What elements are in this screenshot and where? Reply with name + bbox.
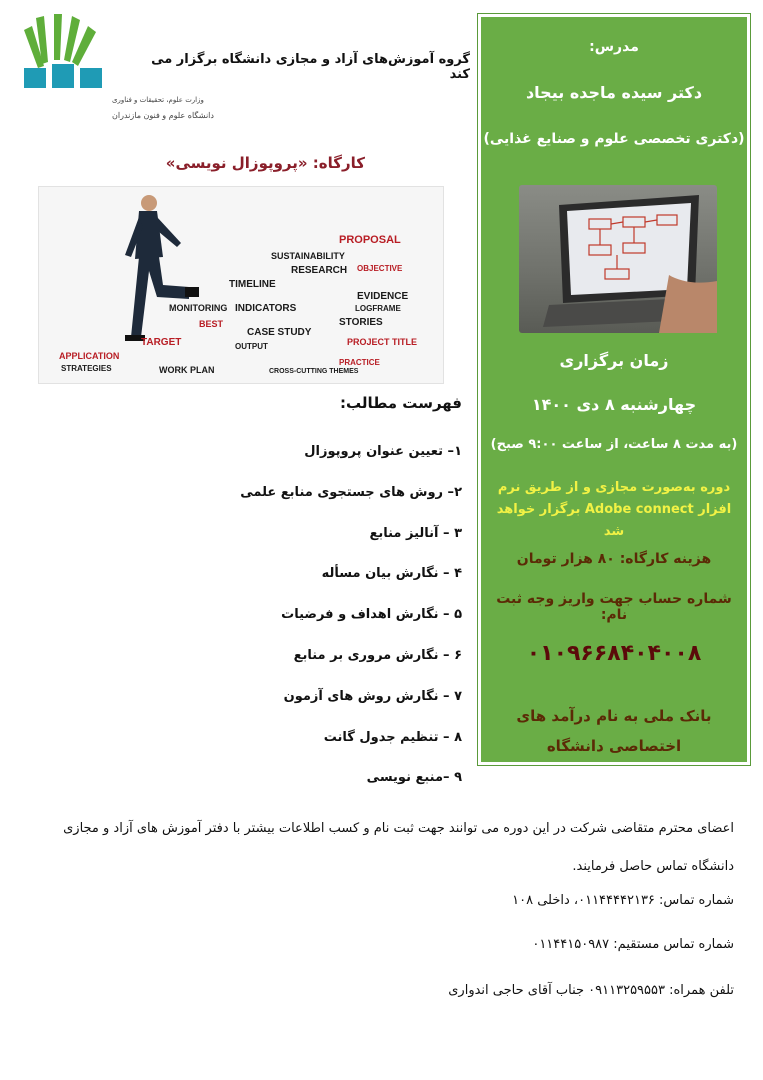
toc-item: ۸ – تنظیم جدول گانت	[323, 729, 462, 745]
banner-word: LOGFRAME	[355, 304, 401, 313]
registration-note: اعضای محترم متقاضی شرکت در این دوره می توانند جهت ثبت نام و کسب اطلاعات بیشتر با دفتر آموزش های آزاد و مجازی دانشگاه تماس حاصل فرمایند.	[63, 821, 734, 874]
direct-phone: شماره تماس مستقیم: ۰۱۱۴۴۱۵۰۹۸۷	[532, 937, 734, 952]
toc-list	[150, 444, 462, 811]
laptop-icon	[519, 185, 717, 333]
banner-word: OBJECTIVE	[357, 264, 403, 273]
toc-item: ۳ – آنالیز منابع	[369, 525, 462, 541]
banner-word: EVIDENCE	[357, 291, 409, 302]
account-label: شماره حساب جهت واریز وجه ثبت نام:	[496, 591, 732, 623]
logo-emblem-icon	[14, 10, 214, 130]
banner-word: STORIES	[339, 317, 383, 328]
toc-item: ۲– روش های جستجوی منابع علمی	[240, 484, 462, 500]
mobile-phone: تلفن همراه: ۰۹۱۱۳۲۵۹۵۵۳ جناب آقای حاجی اندواری	[448, 983, 734, 998]
banner-word: PRACTICE	[339, 358, 380, 367]
bank-info: بانک ملی به نام درآمد های اختصاصی دانشگاه	[516, 707, 712, 755]
banner-word: PROPOSAL	[339, 234, 401, 246]
account-number: ۰۱۰۹۶۶۸۴۰۴۰۰۸	[526, 641, 702, 666]
banner-word: PROJECT TITLE	[347, 337, 418, 347]
workshop-title: کارگاه: «پروپوزال نویسی»	[165, 154, 365, 172]
schedule-title: زمان برگزاری	[559, 351, 669, 370]
banner-word: CASE STUDY	[247, 327, 312, 338]
banner-word: RESEARCH	[291, 265, 348, 276]
lecturer-degree: (دکتری تخصصی علوم و صنایع غذایی)	[483, 131, 745, 147]
university-logo	[14, 10, 214, 130]
banner-word: CROSS-CUTTING THEMES	[269, 368, 359, 375]
banner-word: MONITORING	[169, 303, 228, 313]
schedule-hours: (به مدت ۸ ساعت، از ساعت ۹:۰۰ صبح)	[490, 437, 738, 452]
banner-word: SUSTAINABILITY	[271, 251, 345, 261]
toc-item: ۱– تعیین عنوان پروپوزال	[304, 444, 462, 459]
banner-word: APPLICATION	[59, 351, 120, 361]
banner-word: STRATEGIES	[61, 364, 112, 373]
lecturer-name: دکتر سیده ماجده بیجاد	[525, 83, 703, 102]
proposal-illustration	[38, 186, 444, 384]
banner-word: BEST	[199, 319, 224, 329]
toc-item: ۴ – نگارش بیان مسأله	[321, 566, 462, 582]
toc-title: فهرست مطالب:	[340, 394, 462, 412]
course-info-panel	[478, 14, 750, 765]
banner-word: OUTPUT	[235, 342, 268, 351]
proposal-words-graphic	[39, 187, 445, 385]
banner-word: TARGET	[141, 337, 182, 348]
logo-line-2: دانشگاه علوم و فنون مازندران	[112, 111, 214, 120]
contact-phone: شماره تماس: ۰۱۱۴۴۴۴۲۱۳۶، داخلی ۱۰۸	[512, 893, 734, 908]
toc-item: ۷ – نگارش روش های آزمون	[283, 688, 462, 704]
delivery-mode: دوره به‌صورت مجازی و از طریق نرم افزار Adobe connect برگزار خواهد شد	[496, 480, 732, 539]
climbing-man-icon	[125, 195, 199, 341]
page-title: گروه آموزش‌های آزاد و مجازی دانشگاه برگزار می کند	[151, 52, 470, 82]
banner-word: INDICATORS	[235, 303, 297, 314]
banner-word: TIMELINE	[229, 279, 276, 290]
logo-line-1: وزارت علوم، تحقیقات و فناوری	[112, 96, 204, 104]
toc-item: ۶ – نگارش مروری بر منابع	[293, 647, 462, 663]
schedule-date: چهارشنبه ۸ دی ۱۴۰۰	[531, 395, 697, 414]
lecturer-label: مدرس:	[589, 39, 639, 55]
toc-item: ۹ –منبع نویسی	[366, 770, 462, 786]
banner-word: WORK PLAN	[159, 365, 215, 375]
laptop-photo	[519, 185, 717, 333]
toc-item: ۵ – نگارش اهداف و فرضیات	[281, 607, 462, 623]
workshop-fee: هزینه کارگاه: ۸۰ هزار تومان	[516, 551, 712, 567]
